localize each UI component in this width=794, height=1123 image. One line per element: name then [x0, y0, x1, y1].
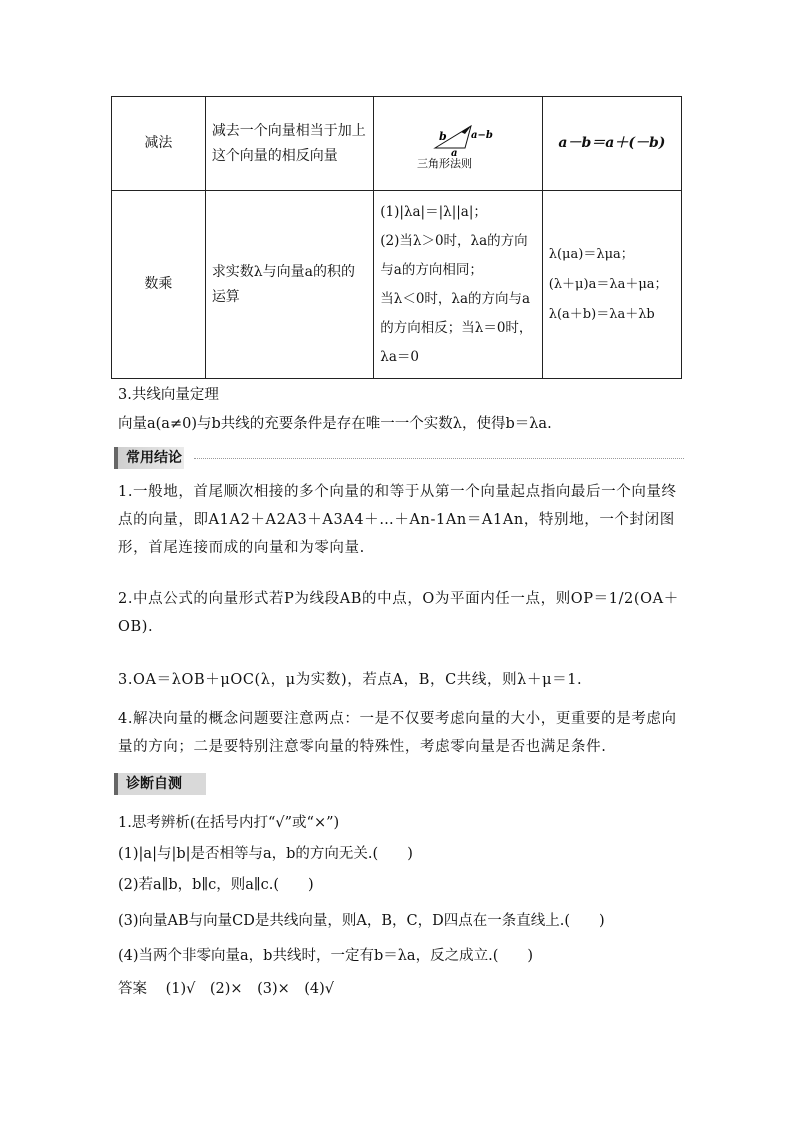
question-1-3: (3)向量AB与向量CD是共线向量，则A，B，C，D四点在一条直线上.( ) — [118, 913, 605, 929]
definition-cell: 求实数λ与向量a的积的运算 — [205, 191, 373, 379]
question-1-4: (4)当两个非零向量a，b共线时，一定有b＝λa，反之成立.( ) — [118, 948, 534, 964]
law-line-3: λ(a＋b)＝λa＋λb — [548, 306, 655, 322]
common-conclusions-header: 常用结论 — [114, 447, 184, 469]
rule-line-3: 当λ＜0时，λa的方向与a的方向相反；当λ＝0时，λa＝0 — [380, 290, 533, 365]
triangle-rule-figure — [413, 108, 503, 170]
conclusion-item-3: 3.OA＝λOB＋μOC(λ，μ为实数)，若点A，B，C共线，则λ＋μ＝1. — [118, 672, 583, 688]
law-cell — [542, 191, 681, 379]
law-line-2: (λ＋μ)a＝λa＋μa； — [548, 276, 668, 292]
rule-line-2: (2)当λ＞0时，λa的方向与a的方向相同； — [380, 232, 528, 278]
table-row-subtraction — [112, 97, 682, 191]
header-divider — [194, 458, 684, 459]
law-cell: a－b＝a＋(－b) — [542, 97, 681, 191]
collinear-theorem-text: 向量a(a≠0)与b共线的充要条件是存在唯一一个实数λ，使得b＝λa. — [118, 416, 552, 432]
conclusion-item-1: 1.一般地，首尾顺次相接的多个向量的和等于从第一个向量起点指向最后一个向量终点的向量，即A1A2＋A2A3＋A3A4＋…＋An-1An＝A1An，特别地，一个封闭图形，首尾连接而成的向量和为零向量. — [118, 484, 677, 556]
label-a-minus-b: a−b — [471, 130, 493, 141]
conclusion-item-2: 2.中点公式的向量形式若P为线段AB的中点，O为平面内任一点，则OP＝1/2(OA＋OB). — [118, 591, 679, 635]
rule-cell — [374, 191, 542, 379]
figure-caption: 三角形法则 — [417, 157, 473, 170]
law-line-1: λ(μa)＝λμa； — [548, 246, 634, 262]
rule-cell — [374, 97, 542, 191]
op-name-cell: 数乘 — [112, 191, 206, 379]
question-1-1: (1)|a|与|b|是否相等与a，b的方向无关.( ) — [118, 846, 413, 862]
definition-cell: 减去一个向量相当于加上这个向量的相反向量 — [205, 97, 373, 191]
answer-label: 答案 — [118, 981, 147, 997]
answer-line — [118, 978, 688, 1000]
section-title: 3.共线向量定理 — [118, 387, 219, 403]
table-row-scalar-multiplication — [112, 191, 682, 379]
rule-line-1: (1)|λa|＝|λ||a|； — [380, 203, 487, 220]
vector-operations-table — [111, 96, 682, 379]
label-b: b — [439, 130, 447, 143]
question-1-2: (2)若a∥b，b∥c，则a∥c.( ) — [118, 877, 314, 893]
conclusion-item-4: 4.解决向量的概念问题要注意两点：一是不仅要考虑向量的大小，更重要的是考虑向量的方向；二是要特别注意零向量的特殊性，考虑零向量是否也满足条件. — [118, 711, 677, 755]
diagnosis-header: 诊断自测 — [114, 773, 206, 795]
question-1: 1.思考辨析(在括号内打“√”或“×”) — [118, 815, 340, 831]
answer-values: (1)√ (2)× (3)× (4)√ — [165, 981, 335, 997]
label-a: a — [451, 148, 458, 159]
op-name-cell: 减法 — [112, 97, 206, 191]
